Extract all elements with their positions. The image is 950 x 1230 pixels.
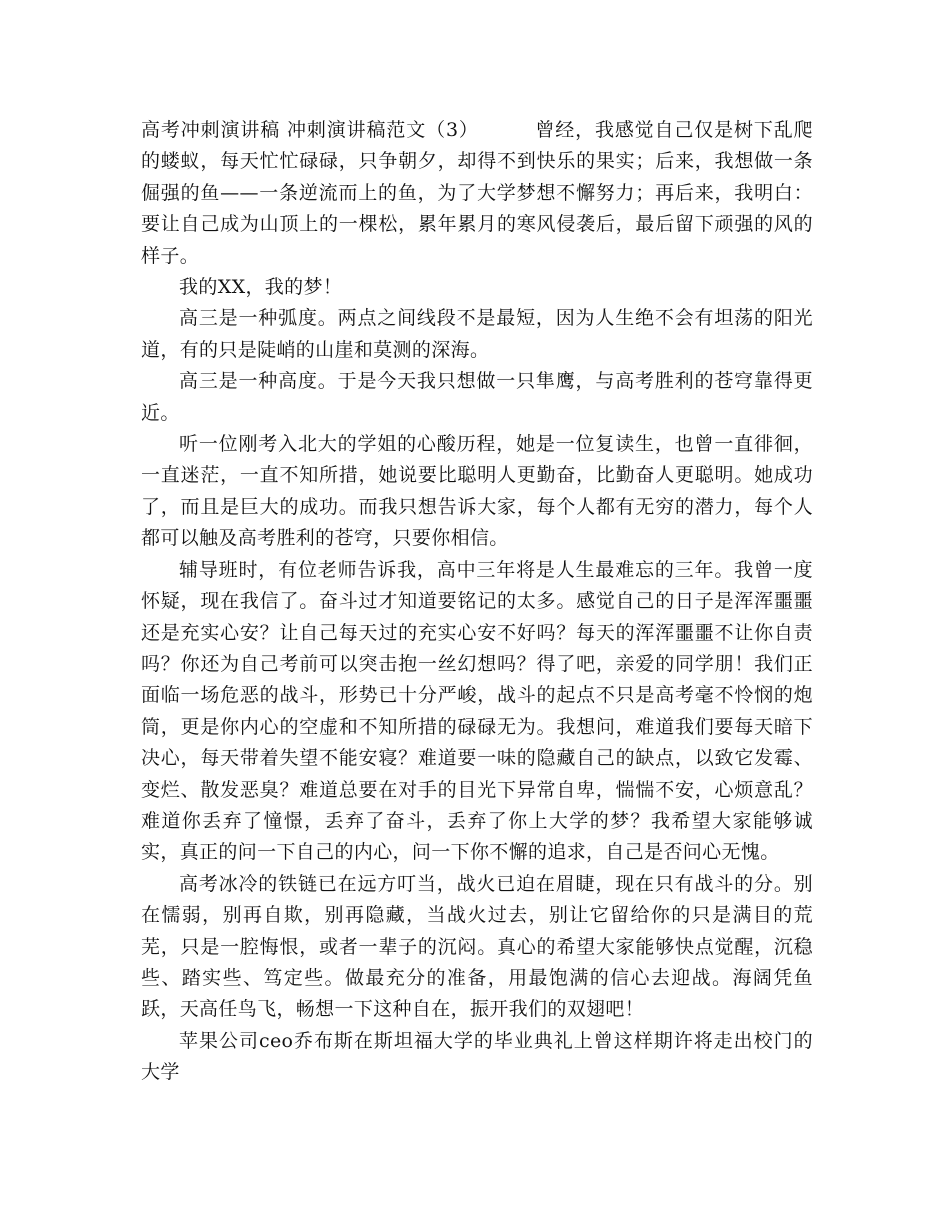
paragraph: 高三是一种弧度。两点之间线段不是最短，因为人生绝不会有坦荡的阳光道，有的只是陡峭的山崖和莫测的深海。	[141, 307, 813, 361]
paragraph: 我的XX，我的梦！	[179, 276, 343, 299]
paragraph-text: 曾经，我感觉自己仅是树下乱爬的蝼蚁，每天忙忙碌碌，只争朝夕，却得不到快乐的果实；后来，我想做一条倔强的鱼——一条逆流而上的鱼，为了大学梦想不懈努力；再后来，我明白：要让自己成为山顶上的一棵松，累年累月的寒风侵袭后，最后留下顽强的风的样子。	[141, 119, 814, 267]
paragraph: 苹果公司ceo乔布斯在斯坦福大学的毕业典礼上曾这样期许将走出校门的大学	[141, 1029, 813, 1084]
paragraph: 高三是一种高度。于是今天我只想做一只隼鹰，与高考胜利的苍穹靠得更近。	[141, 370, 813, 424]
paragraph: 高考冰冷的铁链已在远方叮当，战火已迫在眉睫，现在只有战斗的分。别在懦弱，别再自欺，别再隐藏，当战火过去，别让它留给你的只是满目的荒芜，只是一腔悔恨，或者一辈子的沉闷。真心的希望大家能够快点觉醒，沉稳些、踏实些、笃定些。做最充分的准备，用最饱满的信心去迎战。海阔凭鱼跃，天高任鸟飞，畅想一下这种自在，振开我们的双翅吧！	[141, 872, 813, 1021]
document-page	[141, 115, 813, 1089]
paragraph: 辅导班时，有位老师告诉我，高中三年将是人生最难忘的三年。我曾一度怀疑，现在我信了。奋斗过才知道要铭记的太多。感觉自己的日子是浑浑噩噩还是充实心安？让自己每天过的充实心安不好吗？每天的浑浑噩噩不让你自责吗？你还为自己考前可以突击抱一丝幻想吗？得了吧，亲爱的同学朋！我们正面临一场危恶的战斗，形势已十分严峻，战斗的起点不只是高考毫不怜悯的炮筒，更是你内心的空虚和不知所措的碌碌无为。我想问，难道我们要每天暗下决心，每天带着失望不能安寝？难道要一味的隐藏自己的缺点，以致它发霉、变烂、散发恶臭？难道总要在对手的目光下异常自卑，惴惴不安，心烦意乱？难道你丢弃了憧憬，丢弃了奋斗，丢弃了你上大学的梦？我希望大家能够诚实，真正的问一下自己的内心，问一下你不懈的追求，自己是否问心无愧。	[141, 558, 813, 864]
intro-paragraph	[141, 115, 813, 272]
paragraph: 听一位刚考入北大的学姐的心酸历程，她是一位复读生，也曾一直徘徊，一直迷茫，一直不知所措，她说要比聪明人更勤奋，比勤奋人更聪明。她成功了，而且是巨大的成功。而我只想告诉大家，每个人都有无穷的潜力，每个人都可以触及高考胜利的苍穹，只要你相信。	[141, 433, 813, 550]
document-heading: 高考冲刺演讲稿 冲刺演讲稿范文（3）	[141, 119, 479, 141]
